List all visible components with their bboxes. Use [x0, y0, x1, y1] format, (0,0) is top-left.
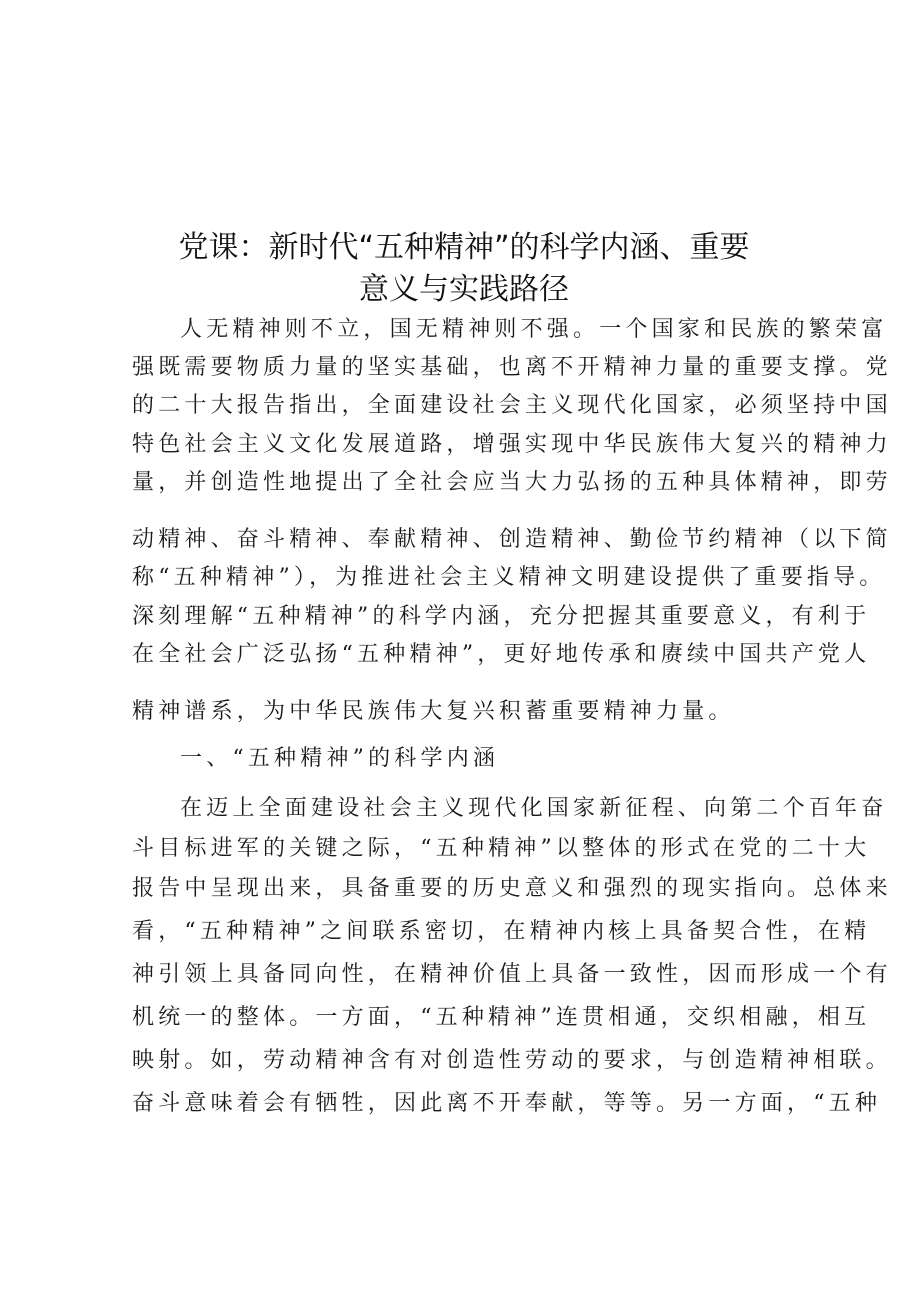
document-title-line-1: 党课：新时代“五种精神”的科学内涵、重要: [178, 230, 750, 265]
paragraph-line: 在全社会广泛弘扬“五种精神”，更好地传承和赓续中国共产党人: [132, 642, 871, 667]
paragraph-line: 特色社会主义文化发展道路，增强实现中华民族伟大复兴的精神力: [132, 432, 892, 457]
paragraph-line: 看，“五种精神”之间联系密切，在精神内核上具备契合性，在精: [132, 919, 871, 944]
paragraph-line: 精神谱系，为中华民族伟大复兴积蓄重要精神力量。: [132, 699, 735, 724]
paragraph-line: 的二十大报告指出，全面建设社会主义现代化国家，必须坚持中国: [132, 393, 892, 418]
section-heading: 一、“五种精神”的科学内涵: [180, 746, 500, 771]
paragraph-line: 强既需要物质力量的坚实基础，也离不开精神力量的重要支撑。党: [132, 355, 892, 380]
paragraph-line: 称“五种精神”），为推进社会主义精神文明建设提供了重要指导。: [132, 565, 886, 590]
paragraph-line: 在迈上全面建设社会主义现代化国家新征程、向第二个百年奋: [180, 796, 888, 821]
paragraph-line: 动精神、奋斗精神、奉献精神、创造精神、勤俭节约精神（以下简: [132, 527, 892, 552]
paragraph-line: 人无精神则不立，国无精神则不强。一个国家和民族的繁荣富: [180, 317, 888, 342]
paragraph-line: 神引领上具备同向性，在精神价值上具备一致性，因而形成一个有: [132, 962, 892, 987]
paragraph-line: 奋斗意味着会有牺牲，因此离不开奉献，等等。另一方面，“五种: [132, 1091, 882, 1116]
paragraph-line: 量，并创造性地提出了全社会应当大力弘扬的五种具体精神，即劳: [132, 470, 892, 495]
paragraph-line: 深刻理解“五种精神”的科学内涵，充分把握其重要意义，有利于: [132, 604, 871, 629]
paragraph-line: 映射。如，劳动精神含有对创造性劳动的要求，与创造精神相联。: [132, 1048, 892, 1073]
paragraph-line: 机统一的整体。一方面，“五种精神”连贯相通，交织相融，相互: [132, 1005, 871, 1030]
document-title-line-2: 意义与实践路径: [359, 272, 569, 307]
paragraph-line: 报告中呈现出来，具备重要的历史意义和强烈的现实指向。总体来: [132, 876, 892, 901]
paragraph-line: 斗目标进军的关键之际，“五种精神”以整体的形式在党的二十大: [132, 836, 871, 861]
